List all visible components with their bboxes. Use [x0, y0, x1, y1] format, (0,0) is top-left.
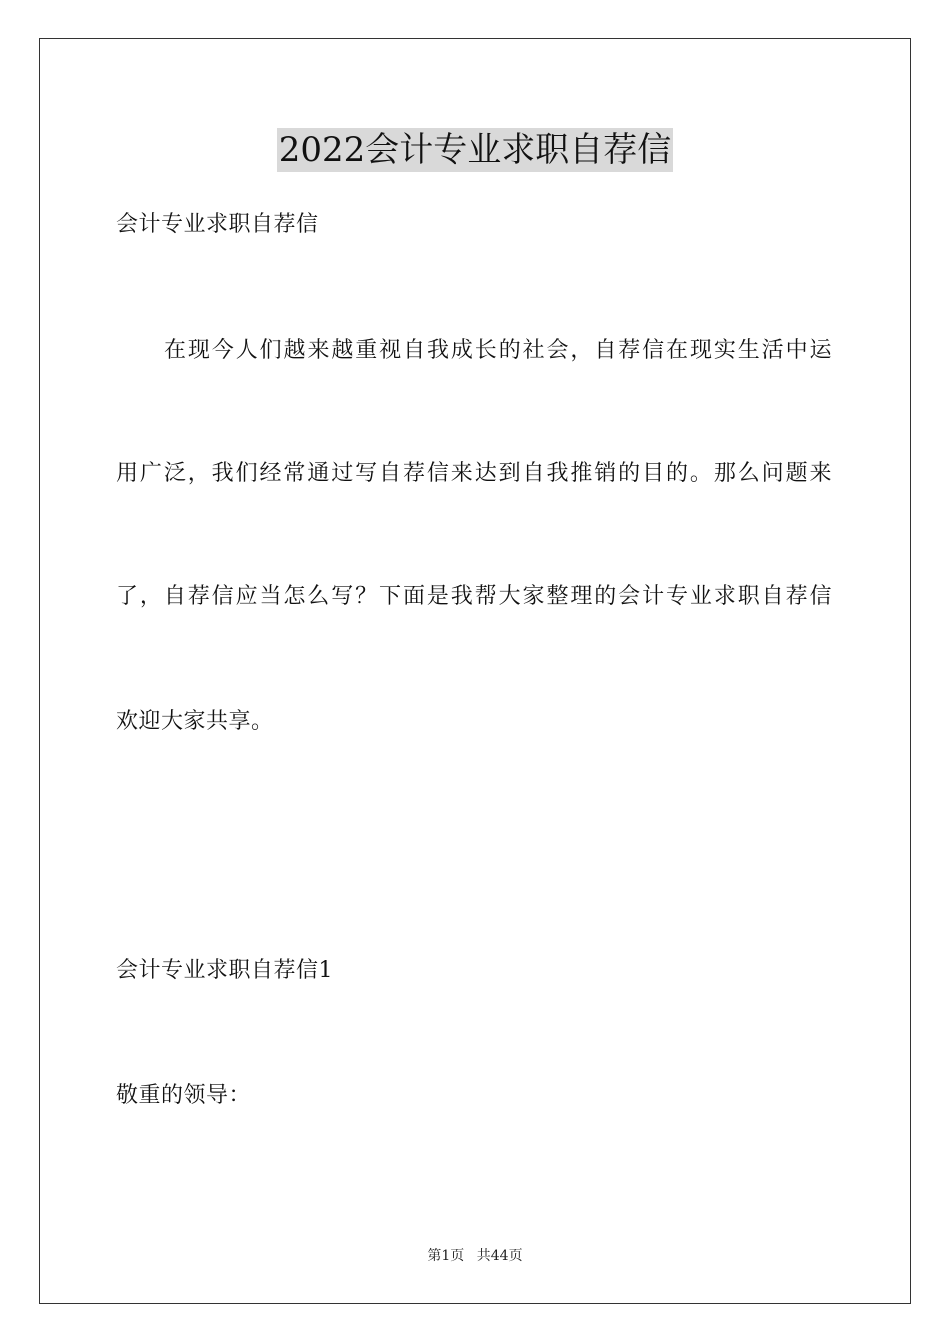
document-title: 2022会计专业求职自荐信 [278, 130, 672, 170]
paragraph-line-3: 了，自荐信应当怎么写？下面是我帮大家整理的会计专业求职自荐信 [116, 584, 832, 609]
salutation: 敬重的领导： [116, 1083, 252, 1108]
paragraph-line-4: 欢迎大家共享。 [116, 709, 274, 734]
paragraph-line-2: 用广泛，我们经常通过写自荐信来达到自我推销的目的。那么问题来 [116, 461, 832, 486]
section-heading: 会计专业求职自荐信1 [116, 958, 333, 983]
page-footer [0, 1246, 950, 1266]
paragraph-line-1: 在现今人们越来越重视自我成长的社会，自荐信在现实生活中运 [164, 338, 832, 363]
page-total: 共44页 [476, 1248, 523, 1264]
title-container [0, 128, 950, 172]
document-subtitle: 会计专业求职自荐信 [116, 212, 319, 237]
page-number: 第1页 [427, 1248, 465, 1264]
